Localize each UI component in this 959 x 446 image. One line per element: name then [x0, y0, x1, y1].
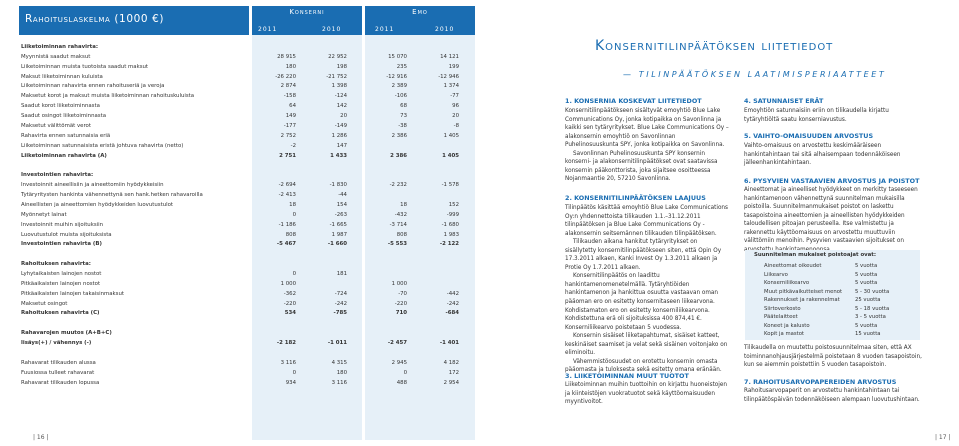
row-value: -2 694	[278, 182, 296, 189]
depreciation-years: 5 - 18 vuotta	[855, 305, 890, 312]
section-text	[744, 107, 924, 124]
section-heading: 3. LIIKETOIMINNAN MUUT TUOTOT	[565, 372, 689, 380]
depreciation-row	[745, 279, 920, 287]
table-row	[0, 221, 480, 230]
section-text	[744, 387, 924, 404]
row-value: 20	[452, 113, 459, 120]
depreciation-years: 25 vuotta	[855, 297, 881, 303]
row-value: -70	[398, 290, 407, 297]
depreciation-row	[745, 262, 920, 270]
row-value: 172	[448, 369, 459, 376]
row-value: 96	[452, 103, 459, 110]
table-row	[0, 270, 480, 279]
row-label: Maksut liiketoiminnan kuluista	[21, 73, 103, 80]
row-value: 1 398	[331, 83, 347, 90]
depreciation-item: Kopit ja mastot	[764, 331, 805, 337]
section-text	[565, 381, 730, 407]
table-row	[0, 280, 480, 289]
section-text	[565, 204, 730, 375]
table-row	[0, 112, 480, 121]
table-row	[0, 290, 480, 299]
row-value: -785	[333, 310, 347, 317]
row-value: 181	[336, 271, 347, 277]
row-value: 3 116	[280, 359, 296, 366]
table-row	[0, 92, 480, 101]
depreciation-row	[745, 271, 920, 279]
row-label: Maksetut korot ja maksut muista liiketoiminnan rahoituskuluista	[21, 93, 195, 100]
row-value: 154	[336, 201, 347, 208]
row-value: 4 182	[443, 359, 459, 366]
row-value: 20	[340, 113, 347, 120]
row-label: Myönnetyt lainat	[21, 211, 67, 218]
row-value: 235	[396, 63, 407, 70]
row-value: -5 467	[276, 241, 296, 248]
page-number-left: | 16 |	[33, 434, 49, 441]
row-label: Rahavarat tilikauden alussa	[21, 359, 96, 366]
row-value: -1 665	[329, 221, 347, 228]
row-label: Maksetut välittömät verot	[21, 122, 91, 129]
row-value: -38	[398, 122, 407, 129]
report-title: Rahoituslaskelma (1000 €)	[25, 13, 165, 25]
row-value: -3 714	[389, 221, 407, 228]
right-page	[480, 0, 959, 446]
table-row	[0, 309, 480, 318]
row-value: -26 220	[275, 73, 296, 80]
row-value: 2 874	[280, 83, 296, 90]
row-value: -177	[283, 122, 296, 129]
row-value: 1 983	[443, 231, 459, 238]
paragraph: Aineettomat ja aineelliset hyödykkeet on merkitty taseeseen hankintamenoon vähennettynä suunnitelman mukaisilla poistoilla. Suunnitelmanmukaiset poistot on laskettu tasapoistoina aineettomien ja aineellisten hyödykkeiden taloudellisen pitoajan perusteella. Itse valmistettu ja rakennettu käyttöomaisuus on arvostettu muuttuviin välittömiin menoihin. Pysyvien vastaavien sijoitukset on	[744, 187, 918, 245]
row-value: 0	[403, 369, 407, 376]
depreciation-years: 5 vuotta	[855, 322, 878, 329]
row-value: 1 405	[443, 132, 459, 139]
row-value: 199	[448, 63, 459, 70]
paragraph: Konsernitilinpäätökseen sisältyvät emoyhtiö Blue Lake Communications Oy, jonka kotipaikka on Savonlinna ja kaikki sen tytäryritykset. Blue Lake Communications Oy –alakonsernin emoyhtiö on Savonlinnan Puhelinosuuskunta SPY, jonka kotipaikka on Savonlinna.	[565, 108, 729, 149]
row-value: 1 987	[331, 231, 347, 238]
paragraph: Vähemmistöosuudet on erotettu konsernin omasta pääomasta ja tuloksesta sekä esitetty omana eränään.	[565, 358, 722, 374]
table-row	[0, 152, 480, 161]
depreciation-item: Rakennukset ja rakennelmat	[764, 297, 840, 303]
row-label: Fuusiossa tulleet rahavarat	[21, 369, 95, 376]
table-row	[0, 201, 480, 210]
row-value: 0	[292, 211, 296, 218]
depreciation-row	[745, 313, 920, 321]
row-value: 15 070	[388, 53, 407, 60]
table-row	[0, 171, 480, 180]
row-value: 710	[395, 310, 407, 317]
row-label: Rahoituksen rahavirta (C)	[21, 310, 100, 317]
depreciation-years: 5 - 30 vuotta	[855, 288, 890, 295]
row-label: Liiketoiminnan muista tuotoista saadut maksut	[21, 63, 149, 70]
paragraph: Konsernitilinpäätös on laadittu hankintamenomenetelmällä. Tytäryhtiöiden hankintamenon ja hankittua osuutta vastaavan oman pääoman ero on esitetty konsernitaseen liikearvona. Kohdistamaton ero on esitetty konserniliikearvona. Kohdistettuna erä oli sijoituksissa 400 874,41 €. Konserniliikearvo poistetaan 5 vuodessa.	[565, 273, 719, 331]
table-row	[0, 329, 480, 338]
row-value: -263	[334, 211, 347, 218]
row-label: Luovutustulot muista sijoituksista	[21, 231, 112, 238]
row-value: 1 000	[280, 280, 296, 287]
paragraph: Tilikauden aikana hankitut tytäryritykset on sisällytetty konsernitilinpäätökseen siten, että Opin Oy 17.3.2011 alkaen, Kanki Invest Oy 1.3.2011 alkaen ja Protie Oy 1.7.2011 alkaen.	[565, 239, 722, 271]
row-value: 934	[285, 379, 296, 386]
table-row	[0, 231, 480, 240]
row-label: Pitkäaikaisten lainojen nostot	[21, 280, 101, 287]
depreciation-item: Liikearvo	[764, 271, 788, 278]
row-value: -1 830	[329, 182, 347, 189]
table-row	[0, 339, 480, 348]
depreciation-title: Suunnitelman mukaiset poistoajat ovat:	[754, 252, 877, 258]
row-label: Rahavarat tilikauden lopussa	[21, 379, 100, 386]
row-value: 0	[292, 271, 296, 277]
section-heading: 5. VAIHTO-OMAISUUDEN ARVOSTUS	[744, 132, 874, 140]
row-value: -12 946	[438, 73, 459, 80]
row-value: -21 752	[326, 73, 347, 80]
row-value: -8	[453, 122, 459, 129]
depreciation-years: 3 - 5 vuotta	[855, 314, 886, 320]
row-label: Tytäryritysten hankinta vähennettynä sen hank.hetken rahavaroilla	[21, 192, 203, 199]
section-heading: 2. KONSERNITILINPÄÄTÖKSEN LAAJUUS	[565, 194, 706, 202]
depreciation-row	[745, 288, 920, 296]
depreciation-item: Siirtoverkosto	[764, 305, 801, 312]
table-row	[0, 73, 480, 82]
row-value: -1 578	[441, 182, 459, 189]
row-value: -724	[334, 290, 347, 297]
table-row	[0, 82, 480, 91]
table-row	[0, 43, 480, 52]
row-label: Myynnistä saadut maksut	[21, 53, 91, 60]
row-value: 147	[336, 142, 347, 149]
year-header: 2011	[258, 26, 278, 33]
depreciation-row	[745, 296, 920, 304]
page-number-right: | 17 |	[935, 434, 951, 441]
row-label: Investointien rahavirta (B)	[21, 241, 102, 248]
row-value: -2 413	[278, 192, 296, 199]
table-row	[0, 369, 480, 378]
row-label: Investointien rahavirta:	[21, 172, 94, 179]
depreciation-years: 5 vuotta	[855, 271, 878, 278]
depreciation-years: 5 vuotta	[855, 280, 878, 286]
table-row	[0, 260, 480, 269]
year-header: 2010	[435, 26, 455, 33]
depreciation-list	[745, 262, 920, 340]
section-text	[565, 107, 730, 184]
row-value: 142	[336, 103, 347, 110]
paragraph: Savonlinnan Puhelinosuuskunta SPY konsernin konserni- ja alakonsernitilinpäätökset ovat saatavissa konsernin pääkonttorista, joka sijaitsee osoitteessa Nojanmaantie 20, 57210 Savonlinna.	[565, 150, 718, 183]
section-heading: 6. PYSYVIEN VASTAAVIEN ARVOSTUS JA POISTOT	[744, 177, 920, 185]
row-value: -2 122	[439, 241, 459, 248]
paragraph: Vaihto-omaisuus on arvostettu keskimääräiseen hankintahintaan tai sitä alhaisempaan todennäköiseen jälleenhankintahintaan.	[744, 143, 901, 167]
row-value: -684	[445, 310, 459, 317]
table-row	[0, 250, 480, 259]
row-value: -1 186	[278, 221, 296, 228]
row-label: Aineellisten ja aineettomien hyödykkeiden luovutustulot	[21, 201, 174, 208]
section-heading: 4. SATUNNAISET ERÄT	[744, 97, 824, 105]
row-value: -432	[394, 211, 407, 218]
row-value: 198	[336, 63, 347, 70]
table-row	[0, 240, 480, 249]
table-row	[0, 191, 480, 200]
year-header: 2011	[375, 26, 395, 33]
section-heading: 1. KONSERNIA KOSKEVAT LIITETIEDOT	[565, 97, 702, 105]
row-value: -1 680	[441, 221, 459, 228]
section-text	[744, 186, 924, 254]
row-label: Saadut korot liiketoiminnasta	[21, 103, 100, 110]
row-value: 73	[400, 113, 407, 120]
row-value: -2 182	[276, 340, 296, 347]
row-value: 2 386	[391, 132, 407, 139]
after-list-text	[744, 344, 924, 370]
row-value: -106	[394, 93, 407, 100]
row-label: Lyhytaikaisten lainojen nostot	[21, 271, 102, 277]
row-value: -158	[283, 93, 296, 100]
depreciation-row	[745, 322, 920, 330]
row-label: Pitkäaikaisten lainojen takaisinmaksut	[21, 290, 125, 297]
depreciation-row	[745, 330, 920, 338]
row-value: -1 011	[327, 340, 347, 347]
paragraph: Tilinpäätös käsittää emoyhtiö Blue Lake Communications Oy:n yhdennettoista tilikauden 1.1.–31.12.2011 tilinpäätöksen ja Blue Lake Communications Oy -alakonsernin seitsemännen tilikauden tilinpäätöksen.	[565, 205, 728, 237]
row-value: -77	[450, 93, 459, 100]
row-value: 1 286	[331, 132, 347, 139]
table-row	[0, 63, 480, 72]
row-value: 18	[289, 201, 296, 208]
row-value: 14 121	[440, 53, 459, 60]
section-heading: 7. RAHOITUSARVOPAPEREIDEN ARVOSTUS	[744, 378, 897, 386]
row-value: 488	[396, 379, 407, 386]
table-row	[0, 211, 480, 220]
emo-label: Emo	[412, 8, 428, 16]
row-value: -12 916	[386, 73, 407, 80]
depreciation-row	[745, 305, 920, 313]
table-row	[0, 53, 480, 62]
row-value: 68	[400, 103, 407, 110]
paragraph: Tilikaudella on muutettu poistosuunnitelmaa siten, että AX toiminnanohjausjärjestelmä poistetaan 8 vuoden tasapoistoin, kun se aiemmin poistettiin 5 vuoden tasapoistoin.	[744, 345, 922, 369]
table-row	[0, 319, 480, 328]
depreciation-years: 5 vuotta	[855, 263, 878, 269]
depreciation-item: Aineettomat oikeudet	[764, 263, 822, 269]
table-row	[0, 181, 480, 190]
notes-title: Konsernitilinpäätöksen liitetiedot	[595, 38, 834, 54]
row-value: 0	[292, 369, 296, 376]
row-value: 149	[285, 113, 296, 120]
depreciation-item: Koneet ja kalusto	[764, 322, 810, 329]
table-row	[0, 161, 480, 170]
row-value: 808	[285, 231, 296, 238]
row-label: Maksetut osingot	[21, 300, 68, 307]
row-value: 28 915	[277, 53, 296, 60]
depreciation-item: Muut pitkävaikutteiset menot	[764, 288, 843, 295]
row-value: 4 315	[331, 359, 347, 366]
row-value: 180	[285, 63, 296, 70]
row-value: 534	[284, 310, 296, 317]
row-value: 2 751	[279, 152, 296, 159]
row-value: -149	[334, 122, 347, 129]
notes-subtitle: — TILINPÄÄTÖKSEN LAATIMISPERIAATTEET	[623, 70, 887, 79]
row-label: Rahoituksen rahavirta:	[21, 261, 91, 268]
paragraph: Rahoitusarvopaperit on arvostettu hankintahintaan tai tilinpäätöspäivän todennäköiseen alempaan luovutushintaan.	[744, 388, 920, 403]
row-value: 1 433	[330, 152, 347, 159]
table-row	[0, 142, 480, 151]
row-label: Liiketoiminnan rahavirta:	[21, 44, 99, 50]
konserni-label: Konserni	[289, 8, 325, 16]
row-value: -242	[446, 300, 459, 307]
row-value: 808	[396, 231, 407, 238]
row-value: 64	[289, 103, 296, 110]
section-text	[744, 142, 924, 168]
row-value: -1 660	[327, 241, 347, 248]
row-value: -362	[283, 290, 296, 297]
row-value: -242	[334, 300, 347, 307]
table-row	[0, 379, 480, 388]
table-row	[0, 300, 480, 309]
depreciation-years: 15 vuotta	[855, 331, 881, 337]
paragraph: Liiketoiminnan muihin tuottoihin on kirjattu huoneistojen ja kiinteistöjen vuokratuotot sekä käyttöomaisuuden myyntivoitot.	[565, 382, 727, 406]
year-header: 2010	[322, 26, 342, 33]
row-value: -1 401	[439, 340, 459, 347]
row-value: 152	[448, 201, 459, 208]
table-row	[0, 102, 480, 111]
row-value: 22 952	[328, 53, 347, 60]
depreciation-item: Konserniliikearvo	[764, 280, 810, 286]
row-label: Investoinnit muihin sijoituksiin	[21, 221, 104, 228]
row-value: -2	[290, 142, 296, 149]
table-row	[0, 132, 480, 141]
row-label: Liiketoiminnan rahavirta ennen rahoituseriä ja veroja	[21, 83, 165, 90]
row-value: 1 405	[442, 152, 459, 159]
row-value: -2 232	[389, 182, 407, 189]
table-row	[0, 359, 480, 368]
row-label: lisäys(+) / vähennys (-)	[21, 340, 92, 347]
depreciation-item: Päätelaitteet	[764, 314, 798, 320]
row-value: -2 457	[387, 340, 407, 347]
row-value: 1 374	[443, 83, 459, 90]
row-value: -124	[334, 93, 347, 100]
row-label: Saadut osingot liiketoiminnasta	[21, 113, 107, 120]
depreciation-box	[745, 250, 920, 340]
row-value: 1 000	[391, 280, 407, 287]
table-row	[0, 349, 480, 358]
paragraph: Emoyhtiön satunnaisiin eriin on tilikaudella kirjattu tytäryhtiöltä saatu konserniavustus.	[744, 108, 889, 123]
row-label: Investoinnit aineellisiin ja aineettomiin hyödykkeisiin	[21, 182, 164, 189]
row-label: Rahavirta ennen satunnaisia eriä	[21, 132, 111, 139]
row-label: Liiketoiminnan satunnaisista eristä johtuva rahavirta (netto)	[21, 142, 184, 149]
row-value: 2 945	[391, 359, 407, 366]
table-row	[0, 122, 480, 131]
row-value: -220	[283, 300, 296, 307]
paragraph: Konsernin sisäiset liiketapahtumat, sisäiset katteet, keskinäiset saamiset ja velat sekä sisäinen voitonjako on eliminoitu.	[565, 333, 728, 357]
row-value: -999	[446, 211, 459, 218]
row-label: Liiketoiminnan rahavirta (A)	[21, 152, 107, 159]
row-value: 2 386	[390, 152, 407, 159]
row-value: 3 116	[331, 379, 347, 386]
row-value: -5 553	[387, 241, 407, 248]
row-value: 2 752	[280, 132, 296, 139]
row-value: -220	[394, 300, 407, 307]
row-value: -442	[446, 290, 459, 297]
row-value: 2 389	[391, 83, 407, 90]
row-value: 180	[336, 369, 347, 376]
row-value: 2 954	[443, 379, 459, 386]
row-value: 18	[400, 201, 407, 208]
row-label: Rahavarojen muutos (A+B+C)	[21, 330, 112, 337]
row-value: -44	[338, 192, 347, 199]
